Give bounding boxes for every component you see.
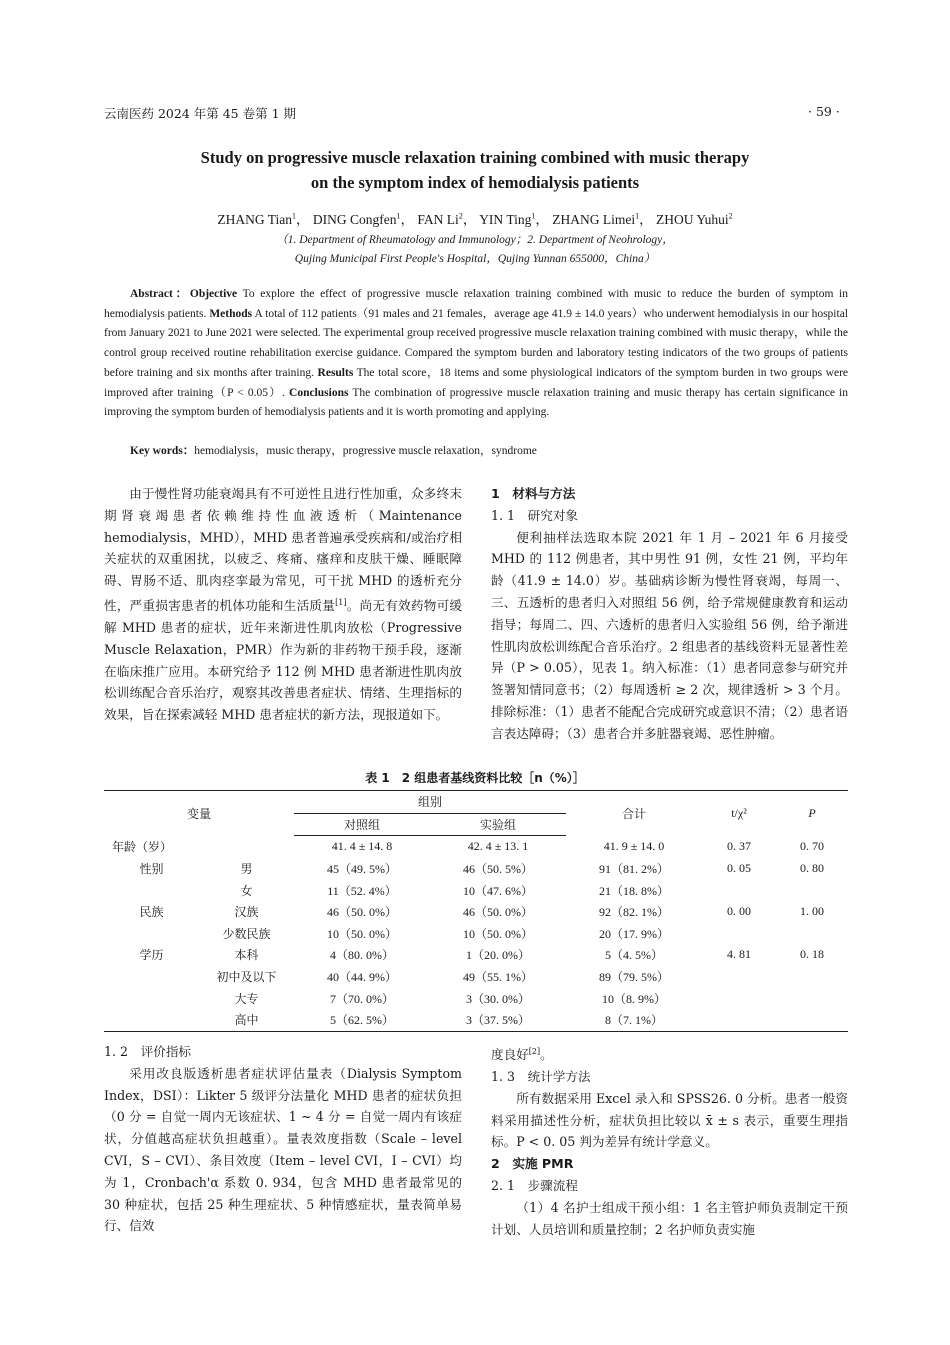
cell-total: 91（81. 2%） [599, 862, 669, 877]
conclusions-label: Conclusions [289, 386, 349, 399]
evaluation-column [104, 1041, 462, 1237]
author-list: ZHANG Tian$^1$， DING Congfen$^1$， FAN Li$^2$， YIN Ting$^1$， ZHANG Limei$^1$， ZHOU Yuhui$^2$ [217, 211, 733, 227]
cell-total: 20（17. 9%） [599, 926, 669, 941]
cell-variable [104, 923, 199, 945]
statistics-paragraph: 所有数据采用 Excel 录入和 SPSS26. 0 分析。患者一般资料采用描述性分析，症状负担比较以 x̄ ± s 表示，重要生理指标。P < 0. 05 判为差异有统计学意义。 [491, 1090, 848, 1150]
title-line-1: Study on progressive muscle relaxation training combined with music therapy [200, 148, 750, 167]
section-heading: 2 实施 PMR [491, 1156, 574, 1172]
author-affil-mark: 1 [292, 211, 297, 221]
author-affil-mark: 2 [458, 211, 463, 221]
cell-total: 92（82. 1%） [599, 905, 669, 920]
subsection-heading: 1. 3 统计学方法 [491, 1068, 591, 1084]
header-total: 合计 [566, 791, 702, 836]
cell-stat: 0. 37 [727, 839, 751, 854]
author-affil-mark: 1 [396, 211, 401, 221]
cell-category: 男 [240, 862, 253, 877]
subjects-paragraph: 便利抽样法选取本院 2021 年 1 月 – 2021 年 6 月接受 MHD 的 112 例患者，其中男性 91 例，女性 21 例，平均年龄（41.9 ± 14.0）岁。基础病诊断为慢性肾衰竭，每周一、三、五透析的患者归入对照组 56 例，给予常规健康教育和运动指导；每周二、四、六透析的患者归入实验组 56 例，给予渐进性肌肉放松训练配合音乐治疗。2 组患者的基线资料无显著性差异（P > 0.05），见表 1。纳入标准：（1）患者同意参与研究并签署知情同意书；（2）每周透析 ≥ 2 次，规律透析 > 3 个月。排除标准：（1）患者不能配合完成研究或意识不清；（2）患者语言表达障碍；（3）患者合并多脏器衰竭、恶性肿瘤。 [491, 529, 848, 741]
affiliation-line-2: Qujing Municipal First People's Hospital，Qujing Yunnan 655000，China） [294, 253, 656, 265]
cell-total: 21（18. 8%） [599, 883, 669, 898]
cell-control: 46（50. 0%） [327, 905, 397, 920]
cell-stat [702, 966, 776, 988]
author: YIN Ting [479, 212, 532, 227]
cell-control: 5（62. 5%） [294, 1009, 430, 1031]
results-label: Results [317, 366, 354, 379]
cell-experimental: 46（50. 5%） [463, 862, 533, 877]
section-heading: 1 材料与方法 [491, 486, 576, 501]
cell-total: 41. 9 ± 14. 0 [603, 839, 665, 854]
cell-experimental: 10（50. 0%） [463, 926, 533, 941]
paper-title [0, 145, 950, 195]
cell-p [776, 879, 848, 901]
continued-text [491, 1041, 848, 1066]
cell-control: 11（52. 4%） [327, 883, 397, 898]
keywords-label: Key words： [130, 445, 195, 457]
cell-p [776, 1009, 848, 1031]
cell-experimental: 42. 4 ± 13. 1 [467, 839, 529, 854]
header-experimental: 实验组 [430, 813, 566, 836]
cell-variable: 年龄（岁） [112, 840, 173, 855]
cell-control: 7（70. 0%） [330, 991, 394, 1006]
intro-paragraph [104, 483, 462, 726]
cell-category: 本科 [234, 948, 259, 963]
table-row [104, 966, 848, 988]
cell-p [776, 987, 848, 1009]
objective-label: Objective [189, 288, 238, 300]
methods-column [491, 483, 848, 745]
conclusions-text: The combination of progressive muscle relaxation training and music therapy has certain significance in improving the symptom burden of hemodialysis patients and it is worth promoting and applying. [104, 386, 849, 419]
table-row [104, 901, 848, 923]
methods-label: Methods [209, 307, 253, 320]
cell-control: 10（50. 0%） [327, 926, 397, 941]
cell-variable [104, 966, 199, 988]
cell-experimental: 3（37. 5%） [430, 1009, 566, 1031]
continued-fragment: 度良好 [491, 1047, 529, 1063]
cell-variable [104, 1009, 199, 1031]
continued-end: 。 [540, 1047, 553, 1063]
author: ZHANG Tian [217, 212, 293, 227]
cell-category: 初中及以下 [216, 970, 277, 985]
cell-control: 45（49. 5%） [327, 862, 397, 877]
keywords [104, 442, 537, 458]
cell-category: 汉族 [234, 905, 259, 920]
cell-p: 1. 00 [800, 904, 824, 919]
cell-variable: 性别 [139, 862, 164, 877]
table-row [104, 879, 848, 901]
author: DING Congfen [312, 212, 397, 227]
subsection-heading: 1. 2 评价指标 [104, 1044, 192, 1059]
intro-text-a: 由于慢性肾功能衰竭具有不可逆性且进行性加重，众多终末期肾衰竭患者依赖维持性血液透析（Maintenance hemodialysis，MHD），MHD 患者普遍承受疾病和/或治疗相关症状的双重困扰，以疲乏、疼痛、瘙痒和皮肤干燥、睡眠障碍、胃肠不适、肌肉痉挛最为常见，可干扰 MHD 的透析充分性，严重损害患者的机体功能和生活质量 [104, 486, 462, 614]
baseline-table [104, 790, 848, 1032]
cell-p: 0. 70 [800, 839, 824, 854]
statistics-column [491, 1041, 848, 1240]
citation: [1] [335, 597, 347, 607]
cell-variable: 学历 [139, 948, 164, 963]
cell-category: 高中 [199, 1009, 294, 1031]
cell-p: 0. 80 [800, 861, 824, 876]
abstract [104, 285, 848, 423]
page-number: · 59 · [808, 104, 840, 119]
cell-p [776, 923, 848, 945]
cell-total: 8（7. 1%） [566, 1009, 702, 1031]
header-p: P [776, 791, 848, 836]
cell-variable [104, 987, 199, 1009]
journal-header: 云南医药 2024 年第 45 卷第 1 期 [104, 106, 297, 121]
methods-text: A total of 112 patients（91 males and 21 females，average age 41.9 ± 14.0 years）who underwent hemodialysis in our hospital from January 2021 to June 2021 were selected. The experimental group received progressive muscle relaxation training combined with music therapy，while the control group received routine rehabilitation exercise guidance. Compared the symptom burden and laboratory testing indicators of the two groups of patients before training and six months after training. [104, 307, 848, 379]
table-row [104, 836, 848, 858]
author-affil-mark: 1 [531, 211, 536, 221]
cell-control: 40（44. 9%） [327, 970, 397, 985]
author: FAN Li [417, 212, 459, 227]
citation: [2] [528, 1047, 541, 1056]
cell-experimental: 46（50. 0%） [463, 905, 533, 920]
table-row [104, 858, 848, 880]
author-affil-mark: 2 [728, 211, 733, 221]
evaluation-paragraph: 采用改良版透析患者症状评估量表（Dialysis Symptom Index，DSI）：Likter 5 级评分法量化 MHD 患者的症状负担（0 分 = 自觉一周内无该症状、1 ~ 4 分 = 自觉一周内有该症状，分值越高症状负担越重）。量表效度指数（Scale – level CVI，S – CVI）、条目效度（Item – level CVI，I – CVI）均为 1，Cronbach'α 系数 0. 934，包含 MHD 患者最常见的 30 种症状，包括 25 种生理症状、5 种情感症状，量表简单易行、信效 [104, 1065, 462, 1234]
results-text: The total score，18 items and some physiological indicators of the symptom burden in two groups were improved after training（P < 0.05）. [104, 366, 849, 399]
author-affil-mark: 1 [635, 211, 640, 221]
cell-total: 5（4. 5%） [605, 948, 663, 963]
author: ZHANG Limei [552, 212, 636, 227]
cell-stat [702, 1009, 776, 1031]
header-stat: t/χ² [702, 791, 776, 836]
cell-category [199, 836, 294, 858]
cell-stat: 0. 05 [727, 861, 751, 876]
cell-variable [104, 879, 199, 901]
cell-category: 少数民族 [222, 926, 271, 941]
subsection-heading: 2. 1 步骤流程 [491, 1177, 579, 1193]
table-caption: 表 1 2 组患者基线资料比较［n（%）］ [365, 771, 585, 785]
table-row [104, 923, 848, 945]
cell-stat [702, 987, 776, 1009]
cell-stat: 4. 81 [727, 947, 751, 962]
header-control: 对照组 [294, 813, 430, 836]
cell-experimental: 10（47. 6%） [463, 883, 533, 898]
cell-stat: 0. 00 [727, 904, 751, 919]
cell-p: 0. 18 [800, 947, 824, 962]
intro-text-b: 。尚无有效药物可缓解 MHD 患者的症状，近年来渐进性肌肉放松（Progressive Muscle Relaxation，PMR）作为新的非药物干预手段，逐渐在临床推广应用。本研究给予 112 例 MHD 患者渐进性肌肉放松训练配合音乐治疗，观察其改善患者症状、情绪、生理指标的效果，旨在探索减轻 MHD 患者症状的新方法，现报道如下。 [104, 598, 463, 723]
cell-total: 10（8. 9%） [602, 991, 666, 1006]
cell-control: 41. 4 ± 14. 8 [331, 839, 393, 854]
subsection-heading: 1. 1 研究对象 [491, 507, 579, 523]
cell-p [776, 966, 848, 988]
cell-total: 89（79. 5%） [599, 970, 669, 985]
affiliation-line-1: （1. Department of Rheumatology and Immunology；2. Department of Neohrology， [276, 234, 674, 246]
header-variable: 变量 [104, 791, 294, 836]
cell-experimental: 3（30. 0%） [466, 991, 530, 1006]
cell-stat [702, 923, 776, 945]
cell-experimental: 49（55. 1%） [463, 970, 533, 985]
cell-variable: 民族 [139, 905, 164, 920]
title-line-2: on the symptom index of hemodialysis patients [310, 173, 640, 192]
table-row [104, 1009, 848, 1031]
objective-text: To explore the effect of progressive muscle relaxation training combined with music to reduce the burden of symptom in hemodialysis patients. [104, 288, 849, 320]
header-group: 组别 [294, 791, 566, 814]
cell-control: 4（80. 0%） [330, 948, 394, 963]
cell-experimental: 1（20. 0%） [466, 948, 530, 963]
affiliations [0, 231, 950, 269]
table-row [104, 944, 848, 966]
abstract-label: Abstract： [130, 288, 190, 300]
keywords-text: hemodialysis，music therapy，progressive muscle relaxation，syndrome [194, 445, 537, 457]
cell-category: 大专 [234, 991, 259, 1006]
procedure-paragraph: （1）4 名护士组成干预小组：1 名主管护师负责制定干预计划、人员培训和质量控制；2 名护师负责实施 [491, 1199, 848, 1237]
table-row [104, 987, 848, 1009]
cell-category: 女 [240, 883, 253, 898]
author: ZHOU Yuhui [655, 212, 729, 227]
cell-stat [702, 879, 776, 901]
intro-column [104, 483, 462, 726]
